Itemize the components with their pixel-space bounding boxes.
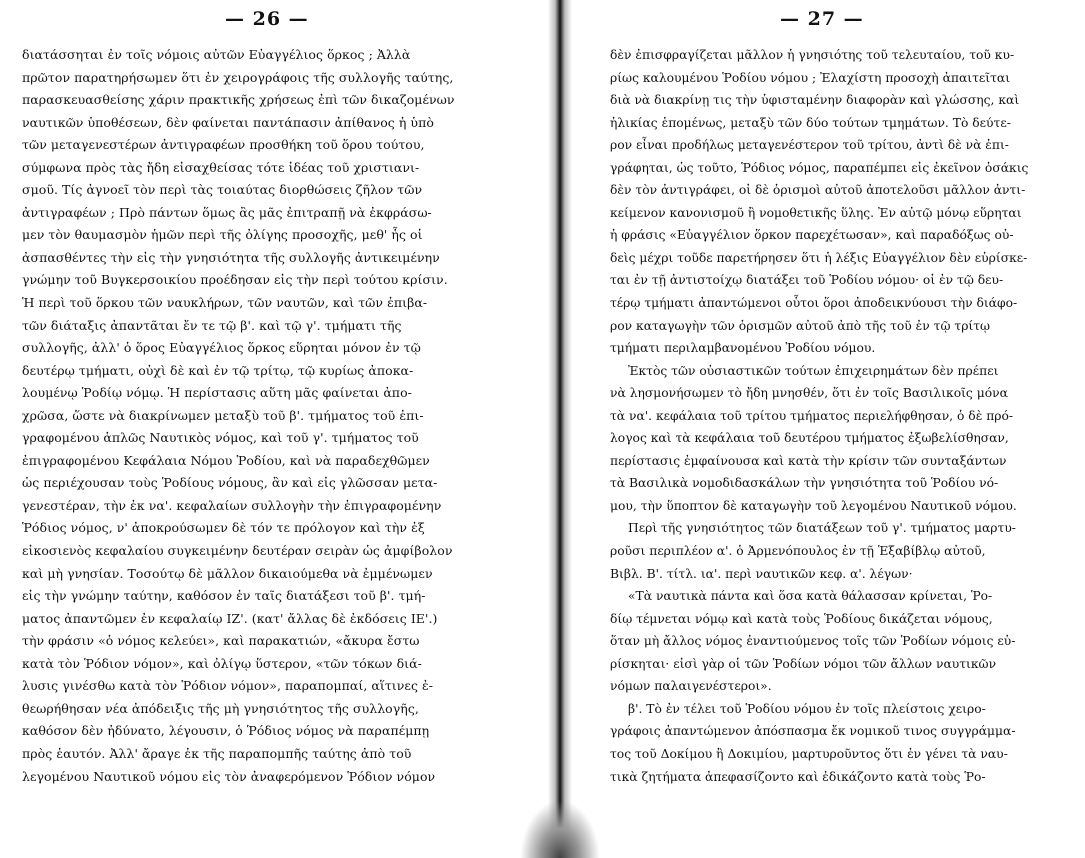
text-line: εἰς τὴν γνώμην ταύτην, καθόσον ἐν ταῖς διατάξεσι τοῦ β'. τμή- xyxy=(22,588,426,604)
text-line: ἡλικίας ἑπομένως, μεταξὺ τῶν δύο τούτων τμημάτων. Τὸ δεύτε- xyxy=(610,115,1011,130)
text-line: ἡ φράσις «Εὐαγγέλιον ὅρκον παρεχέτωσαν», καὶ παραδόξως οὐ- xyxy=(610,228,1014,243)
text-line: δὲν ἐπισφραγίζεται μᾶλλον ἡ γνησιότης τοῦ τελευταίου, τοῦ κυ- xyxy=(610,48,1015,62)
text-line: συλλογῆς, ἀλλ' ὁ ὅρος Εὐαγγέλιος ὅρκος εὕρηται μόνον ἐν τῷ xyxy=(22,340,421,356)
text-line: πρῶτον παρατηρήσωμεν ὅτι ἐν χειρογράφοις τῆς συλλογῆς ταύτης, xyxy=(22,69,454,85)
text-line: νὰ λησμονήσωμεν τὸ ἤδη μνησθέν, ὅτι ἐν τοῖς Βασιλικοῖς μόνα xyxy=(610,386,1008,401)
right-page xyxy=(570,0,1085,858)
text-line: διατάσσηται ἐν τοῖς νόμοις αὐτῶν Εὐαγγέλιος ὅρκος ; Ἀλλὰ xyxy=(22,47,411,62)
text-line: μεν τὸν θαυμασμὸν ἡμῶν περὶ τῆς ὀλίγης προσοχῆς, μεθ' ἧς οἱ xyxy=(22,227,423,243)
text-line: ται ἐν τῇ ἀντιστοίχῳ διατάξει τοῦ Ῥοδίου νόμου· οἱ ἐν τῷ δευ- xyxy=(610,273,1004,288)
text-line: γνώμην τοῦ Βυγκερσοικίου προέδησαν εἰς τὴν περὶ τούτου κρίσιν. xyxy=(22,272,448,288)
text-line: σύμφωνα πρὸς τὰς ἤδη εἰσαχθείσας τότε ἰδέας τοῦ χριστιανι- xyxy=(22,159,420,175)
text-line: δὲν τὸν ἀντιγράφει, οἱ δὲ ὁρισμοὶ αὐτοῦ ἀποτελοῦσι μᾶλλον ἀντι- xyxy=(610,183,1026,198)
text-line: παρασκευασθείσης χάριν πρακτικῆς χρήσεως ἐπὶ τῶν δικαζομένων xyxy=(22,92,455,108)
text-line: β'. Τὸ ἐν τέλει τοῦ Ῥοδίου νόμου ἐν τοῖς πλείστοις χειρο- xyxy=(628,701,986,716)
text-line: ρίως καλουμένου Ῥοδίου νόμου ; Ἐλαχίστη προσοχὴ ἀπαιτεῖται xyxy=(610,70,1011,85)
text-line: τμήματι περιλαμβανομένου Ῥοδίου νόμου. xyxy=(610,341,876,356)
text-line: κείμενον κανονισμοῦ ἢ νομοθετικῆς ὕλης. Ἐν αὐτῷ μόνῳ εὕρηται xyxy=(610,205,1022,220)
text-line: καὶ μὴ γνησίαν. Τοσούτῳ δὲ μᾶλλον δικαιούμεθα νὰ ἐμμένωμεν xyxy=(22,565,433,581)
text-line: λογος καὶ τὰ κεφάλαια τοῦ δευτέρου τμήματος ἐξωβελίσθησαν, xyxy=(610,431,1009,446)
text-line: πρὸς ἑαυτόν. Ἀλλ' ἄραγε ἐκ τῆς παραπομπῆς ταύτης ἀπὸ τοῦ xyxy=(22,745,412,761)
text-line: «Τὰ ναυτικὰ πάντα καὶ ὅσα κατὰ θάλασσαν κρίνεται, Ῥο- xyxy=(628,589,993,604)
text-line: ἐπιγραφομένου Κεφάλαια Νόμου Ῥοδίου, καὶ νὰ παραδεχθῶμεν xyxy=(22,452,430,468)
text-line: ματος ἀπαντῶμεν ἐν κεφαλαίῳ ΙΖ'. (κατ' ἄλλας δὲ ἐκδόσεις ΙΕ'.) xyxy=(22,610,438,626)
text-line: ρον καταγωγὴν τῶν ὁρισμῶν αὐτοῦ ἀπὸ τῆς τοῦ ἐν τῷ τρίτῳ xyxy=(610,318,991,333)
text-line: τὰ να'. κεφάλαια τοῦ τρίτου τμήματος περιελήφθησαν, ὁ δὲ πρό- xyxy=(610,408,1014,423)
text-line: ὡς περιέχουσαν τοὺς Ῥοδίους νόμους, ἂν καὶ εἰς γλῶσσαν μετα- xyxy=(22,475,438,491)
text-line: δίῳ τέμνεται νόμῳ καὶ κατὰ τοὺς Ῥοδίους δικάζεται νόμους, xyxy=(610,611,993,626)
text-line: γενεστέραν, τὴν ἐκ να'. κεφαλαίων συλλογὴν τὴν ἐπιγραφομένην xyxy=(22,497,442,513)
text-line: τὴν φράσιν «ὁ νόμος κελεύει», καὶ παρακατιών, «ἄκυρα ἔστω xyxy=(22,633,420,649)
text-line: θεωρήθησαν νέα ἀπόδειξις τῆς μὴ γνησιότητος τῆς συλλογῆς, xyxy=(22,700,419,716)
text-line: Ῥόδιος νόμος, ν' ἀποκρούσωμεν δὲ τόν τε πρόλογον καὶ τὴν ἐξ xyxy=(22,520,425,536)
text-line: τος τοῦ Δοκίμου ἢ Δοκιμίου, μαρτυροῦντος ὅτι ἐν γένει τὰ ναυ- xyxy=(610,746,1008,761)
text-line: καθόσον δὲν ἠδύνατο, λέγουσιν, ὁ Ῥόδιος νόμος νὰ παραπέμπῃ xyxy=(22,723,430,739)
text-line: δευτέρῳ τμήματι, οὐχὶ δὲ καὶ ἐν τῷ τρίτῳ, τῷ κυρίως ἀποκα- xyxy=(22,362,414,378)
text-line: ροῦσι περιπλέον α'. ὁ Ἀρμενόπουλος ἐν τῇ Ἑξαβίβλῳ αὐτοῦ, xyxy=(610,544,986,559)
text-line: περίστασις ἐμφαίνουσα καὶ κατὰ τὴν κρίσιν τῶν συνταξάντων xyxy=(610,453,1007,468)
text-line: λεγομένου Ναυτικοῦ νόμου εἰς τὸν ἀναφερόμενον Ῥόδιον νόμον xyxy=(22,768,436,784)
text-line: σμοῦ. Τίς ἀγνοεῖ τὸν περὶ τὰς τοιαύτας διορθώσεις ζῆλον τῶν xyxy=(22,182,423,198)
text-line: τικὰ ζητήματα ἀπεφασίζοντο καὶ ἐδικάζοντο κατὰ τοὺς Ῥο- xyxy=(610,769,986,784)
text-line: Ἡ περὶ τοῦ ὅρκου τῶν ναυκλήρων, τῶν ναυτῶν, καὶ τῶν ἐπιβα- xyxy=(22,295,428,311)
text-line: Βιβλ. Β'. τίτλ. ια'. περὶ ναυτικῶν κεφ. α'. λέγων· xyxy=(610,566,913,581)
text-line: γράφοις ἀπαντώμενον ἀπόσπασμα ἔκ νομικοῦ τινος συγγράμμα- xyxy=(610,724,1016,739)
text-line: ὅταν μὴ ἄλλος νόμος ἐναντιούμενος τοῖς τῶν Ῥοδίων νόμοις εὑ- xyxy=(610,634,1016,649)
text-line: τέρῳ τμήματι ἀπαντώμενοι οὗτοι ὅροι ἀποδεικνύουσι τὴν διάφο- xyxy=(610,296,1018,311)
text-line: Ἐκτὸς τῶν οὐσιαστικῶν τούτων ἐπιχειρημάτων δὲν πρέπει xyxy=(628,363,999,378)
text-line: ἀσπασθέντες τὴν εἰς τὴν γνησιότητα τῆς συλλογῆς ἀντικειμένην xyxy=(22,249,440,265)
text-line: Περὶ τῆς γνησιότητος τῶν διατάξεων τοῦ γ'. τμήματος μαρτυ- xyxy=(628,521,1016,536)
book-gutter-shadow xyxy=(548,0,572,858)
text-line: ρον εἶναι προδήλως μεταγενέστερον τοῦ τρίτου, ἀντὶ δὲ νὰ ἐπι- xyxy=(610,138,1009,153)
text-line: μου, τὴν ὕποπτον δὲ καταγωγὴν τοῦ λεγομένου Ναυτικοῦ νόμου. xyxy=(610,498,1017,513)
text-line: κατὰ τὸν Ῥόδιον νόμον», καὶ ὀλίγῳ ὕστερον, «τῶν τόκων διά- xyxy=(22,655,422,671)
text-line: χρῶσα, ὥστε νὰ διακρίνωμεν μεταξὺ τοῦ β'. τμήματος τοῦ ἐπι- xyxy=(22,407,424,423)
text-line: λυσις γινέσθω κατὰ τὸν Ῥόδιον νόμον», παραπομπαί, αἵτινες ἐ- xyxy=(22,678,434,694)
right-page-body xyxy=(610,44,1080,788)
text-line: διὰ νὰ διακρίνῃ τις τὴν ὑφισταμένην διαφορὰν καὶ γλώσσης, καὶ xyxy=(610,93,1020,108)
text-line: ρίσκηται· εἰσὶ γὰρ οἱ τῶν Ῥοδίων νόμοι τῶν ἄλλων ναυτικῶν xyxy=(610,656,997,671)
text-line: λουμένῳ Ῥοδίῳ νόμῳ. Ἡ περίστασις αὕτη μᾶς φαίνεται ἀπο- xyxy=(22,385,412,401)
page-number-left: — 26 — xyxy=(225,8,309,30)
page-number-right: — 27 — xyxy=(780,8,864,30)
text-line: εἰκοσιενὸς κεφαλαίου συγκειμένην δευτέραν σειρὰν ὡς ἀμφίβολον xyxy=(22,543,453,559)
left-page-body xyxy=(22,44,534,788)
text-line: νόμων παλαιγενέστεροι». xyxy=(610,679,772,694)
text-line: ναυτικῶν ὑποθέσεων, δὲν φαίνεται παντάπασιν ἀπίθανος ἡ ὑπὸ xyxy=(22,114,434,130)
text-line: τὰ Βασιλικὰ νομοδιδασκάλων τὴν γνησιότητα τοῦ Ῥοδίου νό- xyxy=(610,476,999,491)
text-line: ἀντιγραφέων ; Πρὸ πάντων ὅμως ἂς μᾶς ἐπιτραπῇ νὰ ἐκφράσω- xyxy=(22,204,432,220)
text-line: γράφηται, ὡς τοῦτο, Ῥόδιος νόμος, παραπέμπει εἰς ἐκεῖνον ὁσάκις xyxy=(610,160,1029,175)
text-line: τῶν διάταξις ἀπαντᾶται ἔν τε τῷ β'. καὶ τῷ γ'. τμήματι τῆς xyxy=(22,317,402,333)
text-line: τῶν μεταγενεστέρων ἀντιγραφέων προσθήκη τοῦ ὅρου τούτου, xyxy=(22,137,425,153)
text-line: δεὶς μέχρι τοῦδε παρετήρησεν ὅτι ἡ λέξις Εὐαγγέλιον δὲν εὑρίσκε- xyxy=(610,250,1028,265)
text-line: γραφομένου ἁπλῶς Ναυτικὸς νόμος, καὶ τοῦ γ'. τμήματος τοῦ xyxy=(22,430,419,446)
